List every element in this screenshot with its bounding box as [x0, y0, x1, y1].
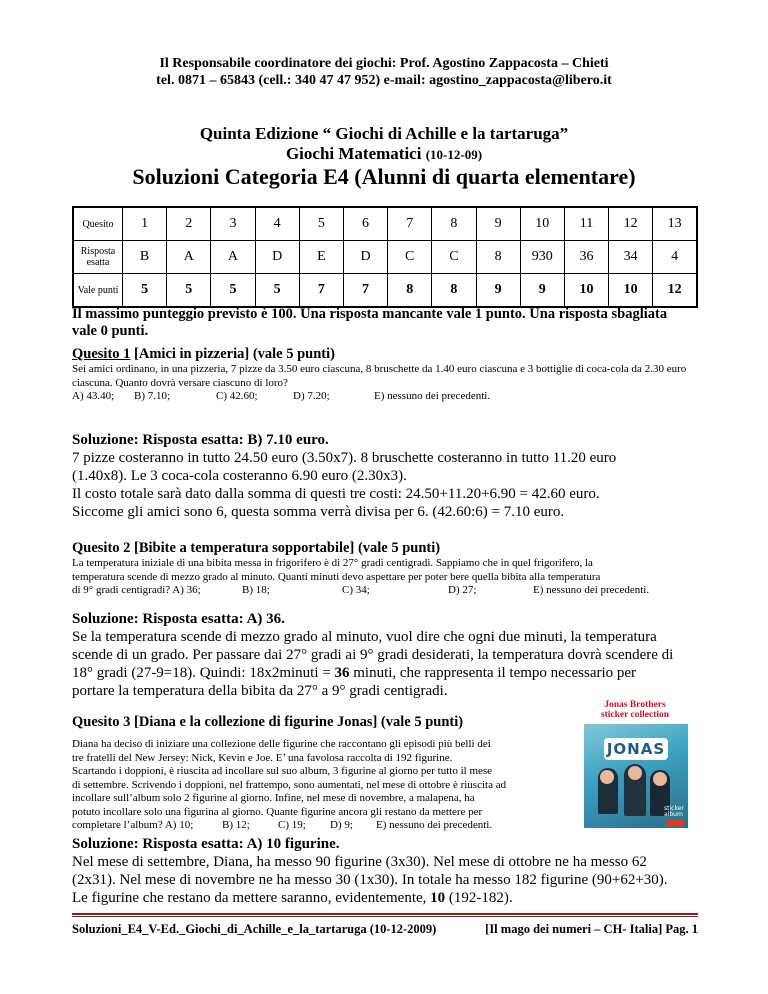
q2-solution-line: portare la temperatura della bibita da 27° a 9° gradi centigradi.: [72, 683, 448, 699]
punti-cell: 9: [476, 274, 520, 308]
punti-cell: 5: [167, 274, 211, 308]
q3-text-line: Diana ha deciso di iniziare una collezione delle figurine che raccontano gli episodi più belli dei: [72, 738, 491, 750]
punti-cell: 10: [609, 274, 653, 308]
q3-title: Quesito 3 [Diana e la collezione di figurine Jonas] (vale 5 punti): [72, 714, 464, 730]
table-row-risposta: [73, 241, 697, 274]
punti-cell: 8: [388, 274, 432, 308]
q2-text: [72, 557, 712, 598]
q2-sol-text: minuti, che rappresenta il tempo necessario per: [349, 665, 637, 681]
quesito-cell: 6: [343, 207, 387, 241]
q3-solution-line: Nel mese di settembre, Diana, ha messo 90 figurine (3x30). Nel mese di ottobre ne ha messo 62: [72, 854, 647, 870]
quesito-cell: 10: [520, 207, 564, 241]
q3-sol-answer: 10: [430, 890, 446, 906]
image-caption: [570, 700, 700, 720]
row-label-quesito: Quesito: [73, 207, 123, 241]
q1-solution-line: Il costo totale sarà dato dalla somma di questi tre costi: 24.50+11.20+6.90 = 42.60 euro.: [72, 486, 600, 502]
q1-solution: [72, 449, 712, 521]
q1-option: C) 42.60;: [216, 390, 258, 402]
q3-text-prefix: completare l’album? A) 10;: [72, 819, 194, 831]
main-title: Soluzioni Categoria E4 (Alunni di quarta elementare): [132, 164, 636, 189]
q3-text-line: tre fratelli del New Jersey: Nick, Kevin e Joe. E’ una favolosa raccolta di 192 figurine.: [72, 751, 453, 764]
quesito-cell: 7: [388, 207, 432, 241]
q3-solution: [72, 853, 712, 907]
table-row-punti: [73, 274, 697, 308]
risposta-cell: D: [255, 241, 299, 274]
q3-sol-text: Le figurine che restano da mettere saranno, evidentemente,: [72, 890, 431, 906]
risposta-cell: C: [432, 241, 476, 274]
punti-cell: 5: [211, 274, 255, 308]
quesito-cell: 9: [476, 207, 520, 241]
results-table: [72, 206, 698, 308]
q2-sol-answer: 36: [334, 665, 350, 681]
q3-solution-line: (2x31). Nel mese di novembre ne ha messo 30 (1x30). In totale ha messo 182 figurine (90+62+30).: [72, 872, 668, 888]
scoring-note: Il massimo punteggio previsto è 100. Una risposta mancante vale 1 punto. Una risposta sbagliata vale 0 punti.: [72, 306, 668, 339]
q3-solution-line: [72, 889, 712, 907]
q2-option: B) 18;: [242, 584, 270, 596]
album-label-mark: [666, 820, 684, 826]
face-shape: [628, 766, 642, 780]
q1-solution-line: 7 pizze costeranno in tutto 24.50 euro (3.50x7). 8 bruschette costeranno in tutto 11.20 euro: [72, 450, 617, 466]
quesito-cell: 8: [432, 207, 476, 241]
q2-option: C) 34;: [342, 584, 370, 596]
q1-solution-head: Soluzione: Risposta esatta: B) 7.10 euro.: [72, 432, 329, 448]
q2-text-line: La temperatura iniziale di una bibita messa in frigorifero è di 27° gradi centigradi. Sappiamo che in quel frigorifero, la: [72, 557, 593, 569]
punti-cell: 5: [123, 274, 167, 308]
risposta-cell: A: [211, 241, 255, 274]
row-label-punti: Vale punti: [73, 274, 123, 308]
jonas-album-image: [570, 700, 700, 830]
q2-text-line: [72, 584, 712, 598]
q3-option: E) nessuno dei precedenti.: [376, 819, 493, 831]
quesito-cell: 11: [564, 207, 608, 241]
q1-text: Sei amici ordinano, in una pizzeria, 7 pizze da 3.50 euro ciascuna, 8 bruschette da 1.40 euro ciascuna e 3 bottiglie di coca-cola da 2.30 euro ciascuna. Quanto dovrà versare ciascuno di loro?: [72, 363, 687, 389]
q2-title: Quesito 2 [Bibite a temperatura sopportabile] (vale 5 punti): [72, 540, 441, 556]
face-shape: [653, 772, 667, 786]
q1-solution-line: Siccome gli amici sono 6, questa somma verrà divisa per 6. (42.60:6) = 7.10 euro.: [72, 504, 565, 520]
album-cover: [584, 724, 688, 828]
footer-right: [Il mago dei numeri – CH- Italia] Pag. 1: [485, 922, 698, 936]
q3-text-line: potuto incollare solo una figurina al giorno. Quante figurine ancora gli restano da mettere per: [72, 805, 483, 818]
row-label-risposta: Risposta esatta: [73, 241, 123, 274]
games-date: (10-12-09): [425, 147, 483, 162]
q2-sol-text: 18° gradi (27-9=18). Quindi: 18x2minuti =: [72, 665, 335, 681]
q2-solution: [72, 628, 712, 700]
q2-solution-line: scende di un grado. Per passare dai 27° gradi ai 9° gradi desiderati, la temperatura dovrà scendere di: [72, 647, 674, 663]
q3-text-line: [72, 819, 572, 833]
edition-title: Quinta Edizione “ Giochi di Achille e la tartaruga”: [199, 124, 569, 143]
risposta-cell: 4: [653, 241, 697, 274]
games-title: [0, 144, 768, 164]
q3-option: D) 9;: [330, 819, 353, 831]
q1-options: [72, 390, 702, 404]
q1-title: [72, 346, 335, 363]
jonas-logo: JONAS: [604, 738, 668, 760]
punti-cell: 5: [255, 274, 299, 308]
q3-option: B) 12;: [222, 819, 250, 831]
risposta-cell: D: [343, 241, 387, 274]
q2-text-prefix: di 9° gradi centigradi? A) 36;: [72, 584, 201, 596]
q3-text: [72, 738, 572, 833]
q2-solution-head: Soluzione: Risposta esatta: A) 36.: [72, 611, 285, 627]
risposta-cell: C: [388, 241, 432, 274]
q1-option: B) 7.10;: [134, 390, 171, 402]
risposta-cell: 36: [564, 241, 608, 274]
games-title-text: Giochi Matematici: [285, 144, 422, 163]
risposta-cell: 930: [520, 241, 564, 274]
quesito-cell: 2: [167, 207, 211, 241]
risposta-cell: 8: [476, 241, 520, 274]
punti-cell: 7: [299, 274, 343, 308]
footer-left: Soluzioni_E4_V-Ed._Giochi_di_Achille_e_la_tartaruga (10-12-2009): [72, 922, 437, 936]
punti-cell: 10: [564, 274, 608, 308]
quesito-cell: 4: [255, 207, 299, 241]
risposta-cell: 34: [609, 241, 653, 274]
q1-option: D) 7.20;: [293, 390, 330, 402]
punti-cell: 7: [343, 274, 387, 308]
quesito-cell: 13: [653, 207, 697, 241]
risposta-cell: B: [123, 241, 167, 274]
q3-solution-head: Soluzione: Risposta esatta: A) 10 figurine.: [72, 836, 340, 852]
q2-text-line: temperatura scende di mezzo grado al minuto. Quanti minuti devo aspettare per poter bere quella bibita alla temperatura: [72, 570, 601, 583]
q3-text-line: di settembre. Scrivendo i doppioni, nel frattempo, sono aumentati, nel mese di ottobre è riuscita ad: [72, 778, 507, 791]
q3-sol-text: (192-182).: [445, 890, 513, 906]
q1-title-text: [Amici in pizzeria] (vale 5 punti): [130, 346, 335, 362]
image-caption-line: sticker collection: [600, 710, 670, 720]
q3-text-line: incollare sull’album solo 2 figurine al giorno. Infine, nel mese di novembre, a malapena, ha: [72, 792, 475, 804]
risposta-cell: E: [299, 241, 343, 274]
quesito-cell: 5: [299, 207, 343, 241]
q1-option: E) nessuno dei precedenti.: [374, 390, 491, 402]
header-line-1: Il Responsabile coordinatore dei giochi: Prof. Agostino Zappacosta – Chieti: [159, 56, 609, 71]
q1-option: A) 43.40;: [72, 390, 115, 402]
footer-divider: [72, 913, 698, 915]
table-row-quesito: [73, 207, 697, 241]
q3-option: C) 19;: [278, 819, 306, 831]
q1-solution-line: (1.40x8). Le 3 coca-cola costeranno 6.90 euro (2.30x3).: [72, 468, 407, 484]
punti-cell: 8: [432, 274, 476, 308]
album-badge: sticker album: [664, 805, 684, 818]
quesito-cell: 12: [609, 207, 653, 241]
punti-cell: 9: [520, 274, 564, 308]
q2-solution-line: [72, 664, 712, 682]
q2-solution-line: Se la temperatura scende di mezzo grado al minuto, vuol dire che ogni due minuti, la temperatura: [72, 629, 657, 645]
q2-option: E) nessuno dei precedenti.: [533, 584, 650, 596]
image-caption-line: Jonas Brothers: [604, 700, 666, 710]
quesito-cell: 1: [123, 207, 167, 241]
q2-option: D) 27;: [448, 584, 477, 596]
punti-cell: 12: [653, 274, 697, 308]
q1-label: Quesito 1: [72, 346, 131, 362]
risposta-cell: A: [167, 241, 211, 274]
header-line-2: tel. 0871 – 65843 (cell.: 340 47 47 952) e-mail: agostino_zappacosta@libero.it: [156, 73, 612, 88]
footer-divider-thin: [72, 916, 698, 917]
face-shape: [600, 770, 614, 784]
quesito-cell: 3: [211, 207, 255, 241]
q3-text-line: Scartando i doppioni, è riuscita ad incollare sul suo album, 3 figurine al giorno per tutto il mese: [72, 765, 493, 777]
